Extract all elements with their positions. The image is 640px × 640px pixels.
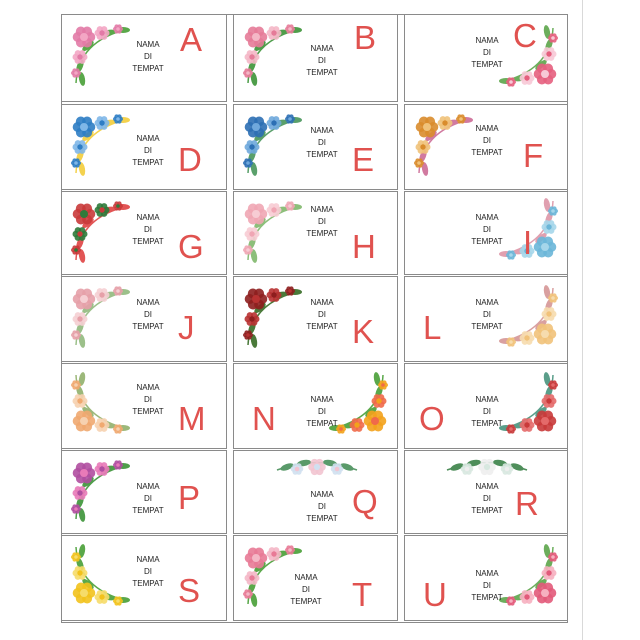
name-placeholder [276,572,336,608]
name-line-2: DI [144,567,152,576]
name-line-2: DI [483,581,491,590]
name-line-3: TEMPAT [306,322,338,331]
label-card-t [233,535,398,621]
name-line-1: NAMA [136,213,160,222]
name-line-1: NAMA [475,482,499,491]
label-card-q [233,450,398,534]
name-line-1: NAMA [310,490,334,499]
name-line-1: NAMA [310,44,334,53]
label-card-s [61,535,227,621]
label-card-m [61,363,227,449]
card-letter: D [178,141,202,178]
name-line-1: NAMA [136,298,160,307]
name-placeholder [118,554,178,590]
name-line-3: TEMPAT [290,597,322,606]
name-line-2: DI [144,146,152,155]
name-placeholder [292,43,352,79]
card-letter: A [180,21,203,58]
card-letter: P [178,479,201,516]
name-line-2: DI [144,52,152,61]
card-letter: M [178,400,206,437]
name-line-3: TEMPAT [132,237,164,246]
card-letter: G [178,228,204,265]
label-card-r [404,450,568,534]
name-line-2: DI [483,407,491,416]
label-card-o [404,363,568,449]
card-letter: C [513,17,537,54]
name-line-2: DI [144,494,152,503]
label-card-n [233,363,398,449]
name-placeholder [457,35,517,71]
name-line-1: NAMA [475,395,499,404]
name-line-3: TEMPAT [471,419,503,428]
name-line-1: NAMA [310,298,334,307]
name-line-2: DI [483,225,491,234]
name-line-3: TEMPAT [471,60,503,69]
name-placeholder [292,297,352,333]
name-line-1: NAMA [475,213,499,222]
card-letter: R [515,485,539,522]
card-letter: Q [352,483,378,520]
name-placeholder [457,568,517,604]
name-placeholder [292,394,352,430]
name-line-1: NAMA [475,569,499,578]
name-line-1: NAMA [475,124,499,133]
label-card-l [404,276,568,362]
name-placeholder [457,297,517,333]
card-letter: I [523,224,533,261]
label-card-p [61,450,227,534]
name-line-3: TEMPAT [306,68,338,77]
name-line-3: TEMPAT [132,158,164,167]
name-placeholder [292,489,352,525]
name-line-1: NAMA [475,36,499,45]
card-letter: F [523,137,544,174]
name-line-1: NAMA [475,298,499,307]
card-letter: U [423,576,447,613]
flower-decoration [272,455,362,490]
name-line-2: DI [318,138,326,147]
name-line-3: TEMPAT [306,229,338,238]
name-line-2: DI [318,56,326,65]
card-letter: J [178,309,195,346]
name-placeholder [292,125,352,161]
label-card-u [404,535,568,621]
name-line-1: NAMA [294,573,318,582]
name-line-3: TEMPAT [132,64,164,73]
name-placeholder [118,133,178,169]
name-line-2: DI [483,48,491,57]
name-line-2: DI [144,395,152,404]
name-line-2: DI [318,502,326,511]
name-placeholder [457,394,517,430]
card-letter: H [352,228,376,265]
card-letter: B [354,19,377,56]
label-card-h [233,191,398,275]
name-line-3: TEMPAT [132,322,164,331]
name-line-3: TEMPAT [471,237,503,246]
name-line-1: NAMA [310,395,334,404]
name-line-3: TEMPAT [132,407,164,416]
name-line-2: DI [144,310,152,319]
card-letter: O [419,400,445,437]
name-placeholder [118,39,178,75]
name-placeholder [457,481,517,517]
label-card-k [233,276,398,362]
name-line-3: TEMPAT [306,514,338,523]
name-line-3: TEMPAT [471,148,503,157]
label-card-d [61,104,227,190]
name-line-3: TEMPAT [132,579,164,588]
card-letter: L [423,309,442,346]
card-letter: E [352,141,375,178]
name-line-3: TEMPAT [471,506,503,515]
name-line-2: DI [144,225,152,234]
name-line-1: NAMA [136,134,160,143]
card-letter: T [352,576,373,613]
label-card-a [61,14,227,102]
card-letter: K [352,313,375,350]
name-line-3: TEMPAT [471,322,503,331]
label-card-b [233,14,398,102]
label-card-e [233,104,398,190]
name-line-2: DI [302,585,310,594]
label-card-i [404,191,568,275]
name-placeholder [292,204,352,240]
name-line-3: TEMPAT [132,506,164,515]
floral-garland-icon-16 [272,455,362,485]
name-placeholder [118,297,178,333]
name-placeholder [457,123,517,159]
name-line-2: DI [483,494,491,503]
name-line-2: DI [483,136,491,145]
card-letter: S [178,572,201,609]
name-line-1: NAMA [136,482,160,491]
name-placeholder [118,481,178,517]
name-line-2: DI [318,310,326,319]
name-line-1: NAMA [310,205,334,214]
name-line-1: NAMA [310,126,334,135]
name-line-1: NAMA [136,40,160,49]
name-line-1: NAMA [136,555,160,564]
name-placeholder [118,382,178,418]
label-card-g [61,191,227,275]
name-placeholder [457,212,517,248]
name-line-2: DI [318,407,326,416]
page-edge-line [582,0,583,640]
name-placeholder [118,212,178,248]
label-card-j [61,276,227,362]
name-line-2: DI [483,310,491,319]
name-line-3: TEMPAT [471,593,503,602]
name-line-3: TEMPAT [306,419,338,428]
name-line-1: NAMA [136,383,160,392]
name-line-3: TEMPAT [306,150,338,159]
label-card-f [404,104,568,190]
name-line-2: DI [318,217,326,226]
label-card-c [404,14,568,102]
card-letter: N [252,400,276,437]
